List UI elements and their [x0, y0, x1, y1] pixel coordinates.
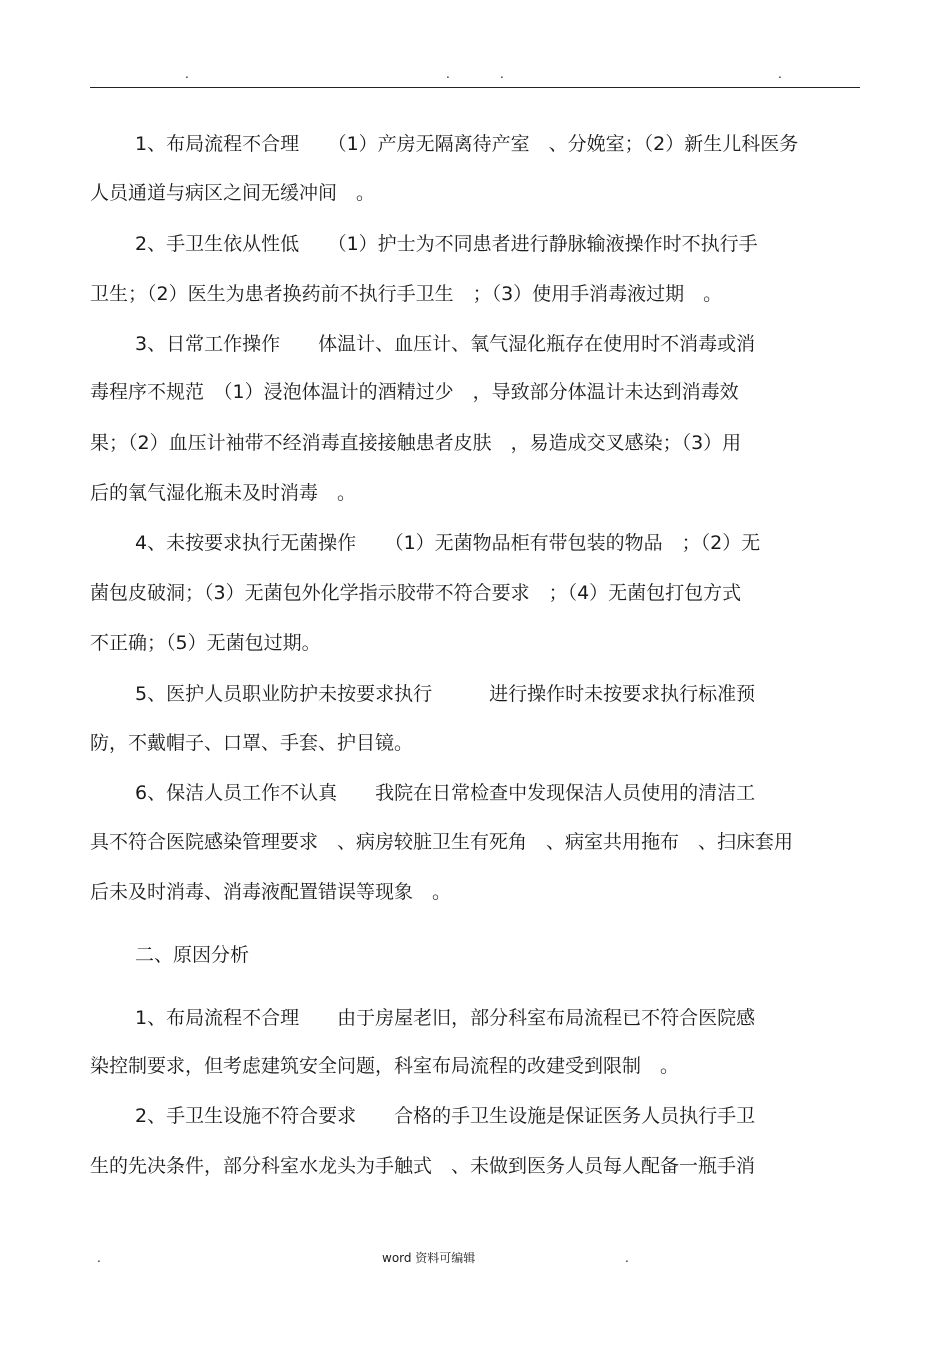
paragraph-line: 6、保洁人员工作不认真 我院在日常检查中发现保洁人员使用的清洁工 — [135, 782, 756, 804]
paragraph-line: 2、手卫生设施不符合要求 合格的手卫生设施是保证医务人员执行手卫 — [135, 1105, 756, 1127]
paragraph-line: 5、医护人员职业防护未按要求执行 进行操作时未按要求执行标准预 — [135, 683, 756, 705]
paragraph-line: 4、未按要求执行无菌操作 （1）无菌物品柜有带包装的物品 ；（2）无 — [135, 532, 761, 554]
footer-text: word 资料可编辑 — [382, 1251, 476, 1265]
footer-dot: . — [625, 1251, 629, 1265]
paragraph-line: 生的先决条件，部分科室水龙头为手触式 、未做到医务人员每人配备一瓶手消 — [90, 1155, 756, 1177]
paragraph-line: 卫生；（2）医生为患者换药前不执行手卫生 ；（3）使用手消毒液过期 。 — [90, 283, 723, 305]
header-rule — [90, 87, 860, 88]
paragraph-line: 具不符合医院感染管理要求 、病房较脏卫生有死角 、病室共用拖布 、扫床套用 — [90, 831, 794, 853]
paragraph-line: 防，不戴帽子、口罩、手套、护目镜。 — [90, 732, 414, 754]
header-dot: . — [446, 67, 450, 81]
paragraph-line: 不正确；（5）无菌包过期。 — [90, 632, 321, 654]
paragraph-line: 后的氧气湿化瓶未及时消毒 。 — [90, 482, 357, 504]
paragraph-line: 1、布局流程不合理 由于房屋老旧，部分科室布局流程已不符合医院感 — [135, 1007, 756, 1029]
header-dot: . — [500, 67, 504, 81]
paragraph-line: 果；（2）血压计袖带不经消毒直接接触患者皮肤 ，易造成交叉感染；（3）用 — [90, 432, 742, 454]
paragraph-line: 2、手卫生依从性低 （1）护士为不同患者进行静脉输液操作时不执行手 — [135, 233, 758, 255]
paragraph-line: 1、布局流程不合理 （1）产房无隔离待产室 、分娩室；（2）新生儿科医务 — [135, 133, 799, 155]
footer-dot: . — [97, 1251, 101, 1265]
paragraph-line: 毒程序不规范 （1）浸泡体温计的酒精过少 ，导致部分体温计未达到消毒效 — [90, 381, 739, 403]
header-dot: . — [185, 67, 189, 81]
section-heading: 二、原因分析 — [135, 944, 250, 966]
paragraph-line: 后未及时消毒、消毒液配置错误等现象 。 — [90, 881, 452, 903]
paragraph-line: 菌包皮破洞；（3）无菌包外化学指示胶带不符合要求 ；（4）无菌包打包方式 — [90, 582, 742, 604]
header-dot: . — [778, 67, 782, 81]
paragraph-line: 人员通道与病区之间无缓冲间 。 — [90, 182, 376, 204]
paragraph-line: 染控制要求，但考虑建筑安全问题，科室布局流程的改建受到限制 。 — [90, 1055, 680, 1077]
paragraph-line: 3、日常工作操作 体温计、血压计、氧气湿化瓶存在使用时不消毒或消 — [135, 333, 756, 355]
